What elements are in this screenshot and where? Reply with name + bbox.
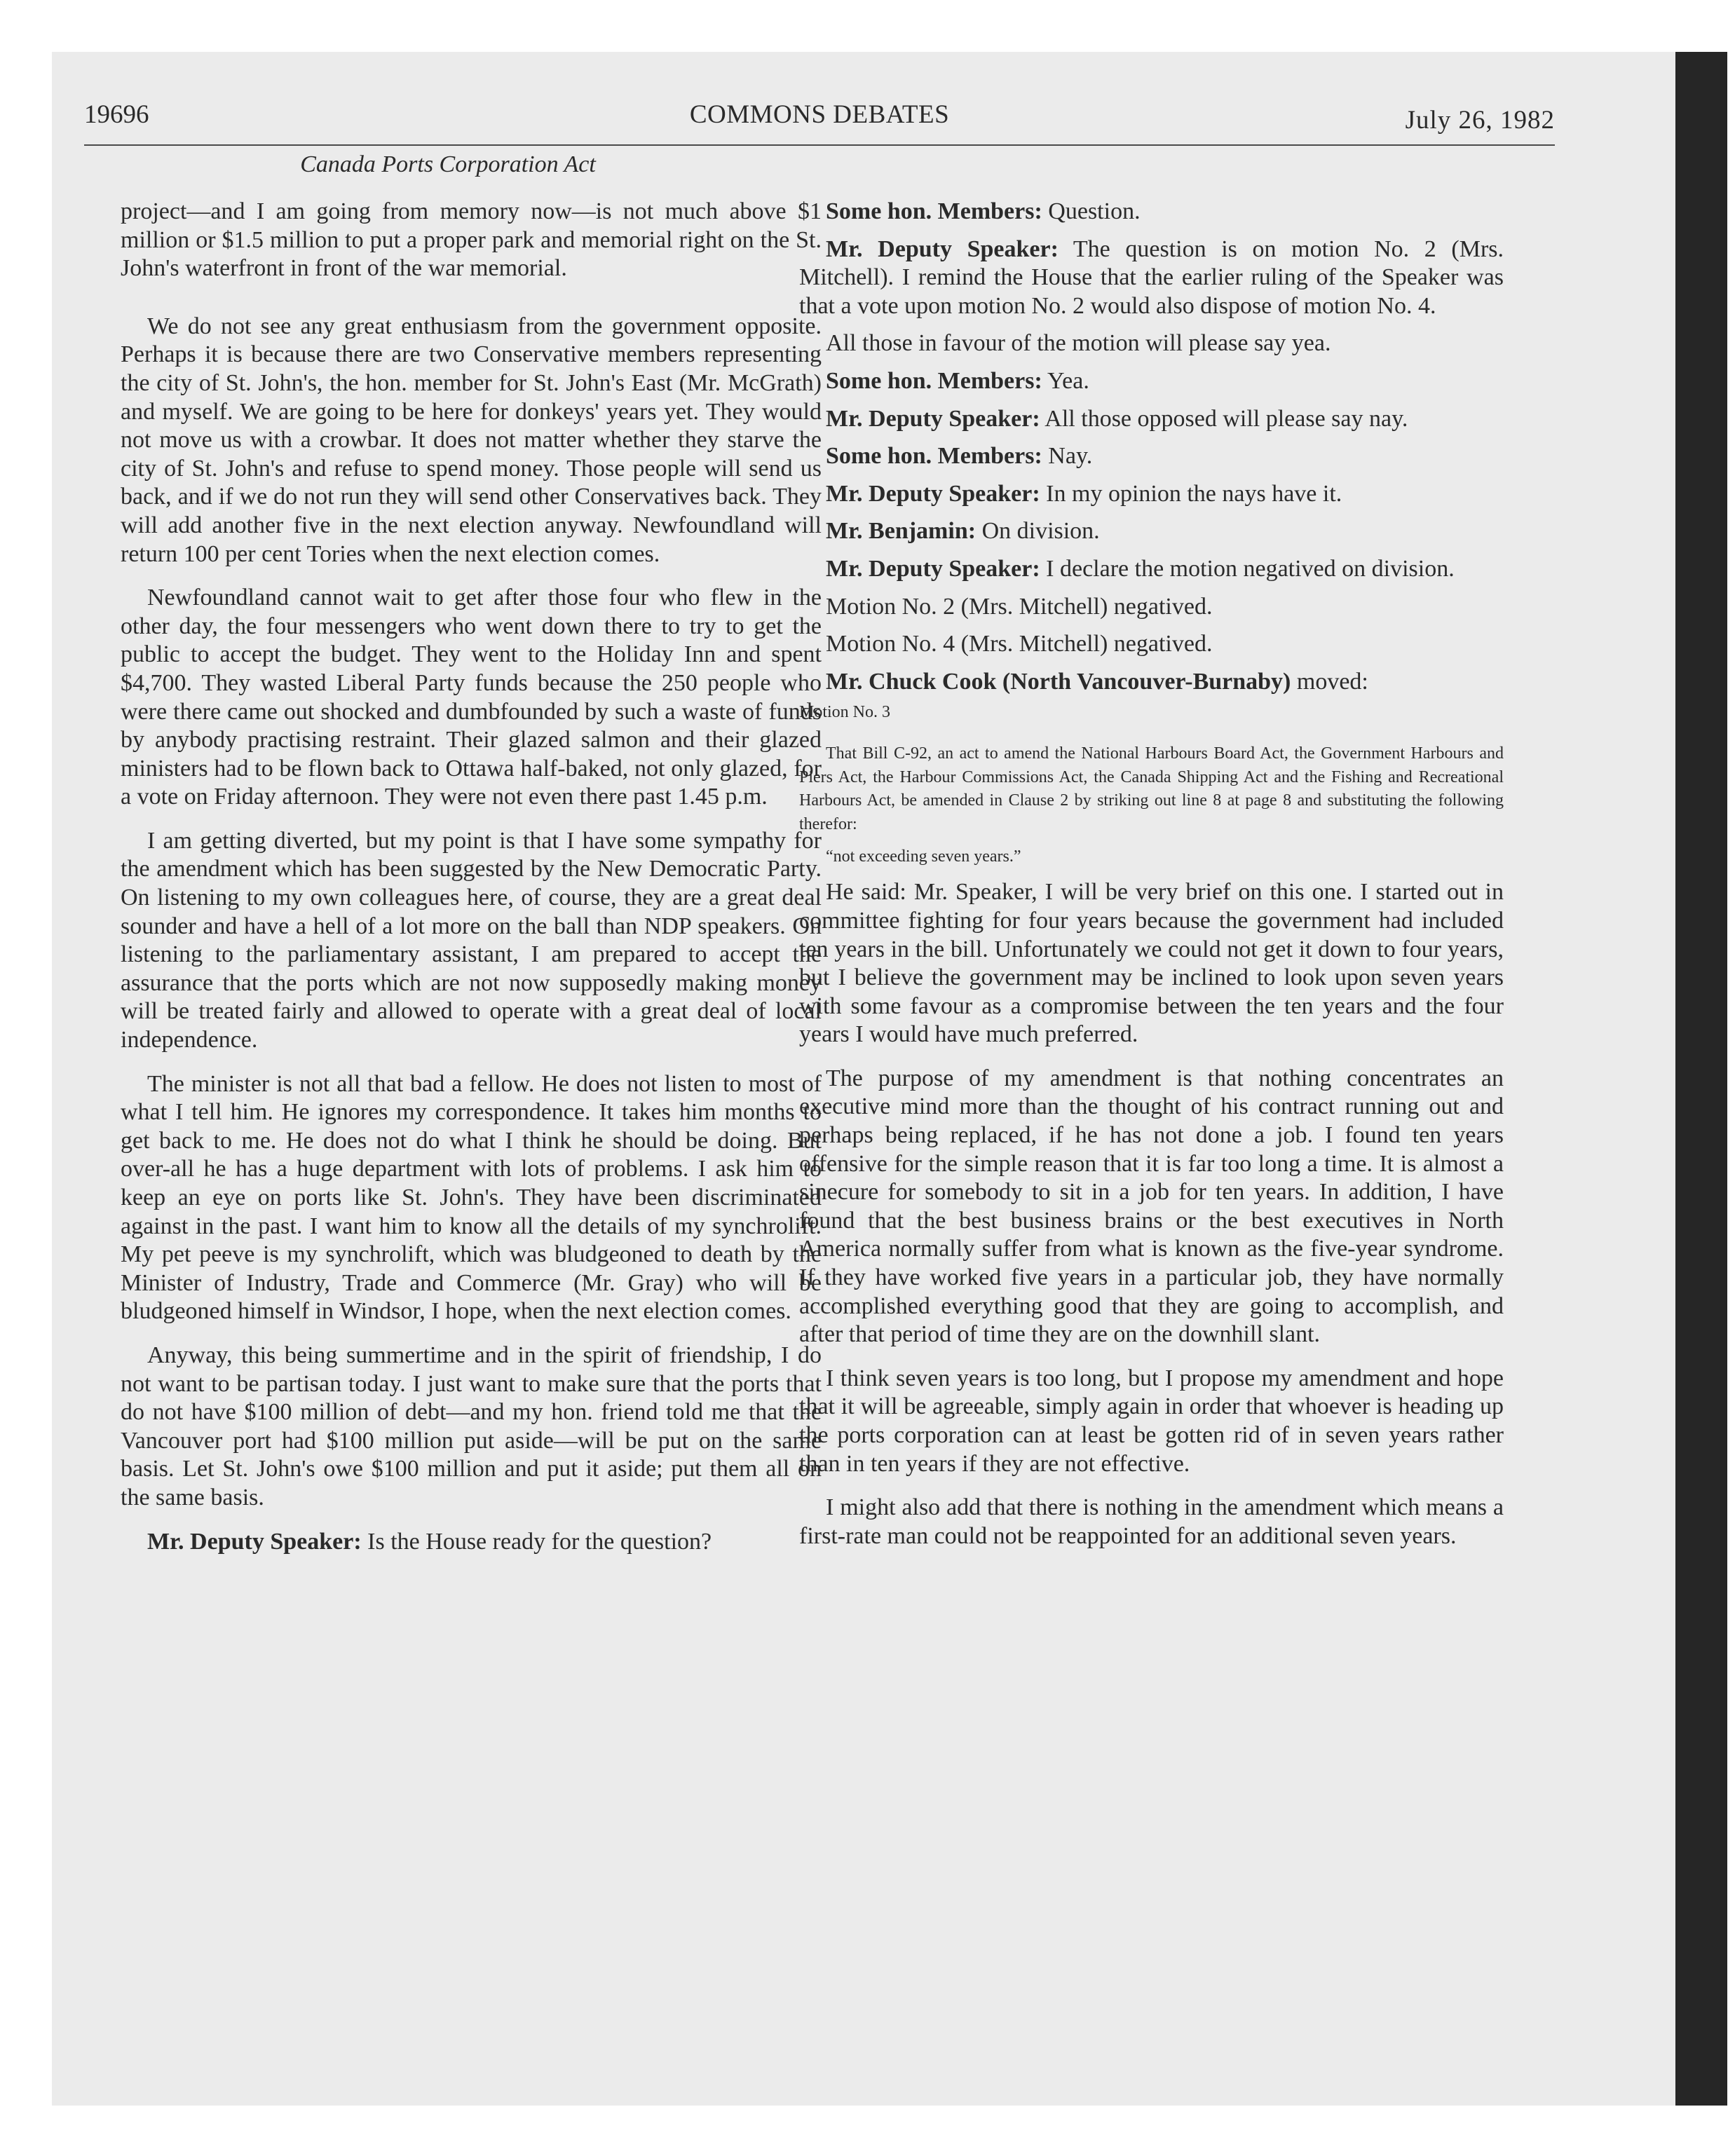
speaker-name: Mr. Deputy Speaker:	[826, 555, 1040, 582]
header-rule	[84, 144, 1555, 146]
speech-text: All those opposed will please say nay.	[1040, 405, 1408, 432]
speech-paragraph	[799, 236, 1504, 321]
paragraph: I am getting diverted, but my point is that I have some sympathy for the amendment which has been suggested by the New Democratic Party. On listening to my own colleagues here, of course, they are a great deal sounder and have a hell of a lot more on the ball than NDP speakers. On listening to the parliamentary assistant, I am prepared to accept the assurance that the ports which are not now supposedly making money will be treated fairly and allowed to operate with a great deal of local independence.	[121, 827, 822, 1053]
speech-paragraph	[121, 1528, 822, 1557]
motion-quote: “not exceeding seven years.”	[826, 847, 1021, 866]
left-column	[121, 198, 822, 1571]
page-header	[84, 100, 1555, 140]
paragraph: He said: Mr. Speaker, I will be very brief on this one. I started out in committee fighting for four years because the government had included ten years in the bill. Unfortunately we could not get it down to four years, but I believe the government may be inclined to look upon seven years with some favour as a compromise between the ten years and the four years I would have much preferred.	[799, 879, 1504, 1048]
section-heading: Canada Ports Corporation Act	[300, 151, 596, 177]
motion-label: Motion No. 3	[799, 703, 891, 722]
speaker-name: Mr. Benjamin:	[826, 518, 977, 545]
page-number: 19696	[84, 100, 149, 129]
page-date: July 26, 1982	[1405, 106, 1555, 135]
paragraph: All those in favour of the motion will please say yea.	[826, 330, 1331, 357]
speaker-name: Some hon. Members:	[826, 198, 1042, 224]
speech-paragraph	[799, 405, 1504, 434]
paragraph: project—and I am going from memory now—is not much above $1 million or $1.5 million to put a proper park and memorial right on the St. John's waterfront in front of the war memorial.	[121, 198, 822, 282]
paragraph: Newfoundland cannot wait to get after those four who flew in the other day, the four messengers who went down there to try to get the public to accept the budget. They went to the Holiday Inn and spent $4,700. They wasted Liberal Party funds because the 250 people who were there came out shocked and dumbfounded by such a waste of funds by anybody practising restraint. Their glazed salmon and their glazed ministers had to be flown back to Ottawa half-baked, not only glazed, for a vote on Friday afternoon. They were not even there past 1.45 p.m.	[121, 585, 822, 810]
speaker-name: Mr. Deputy Speaker:	[826, 480, 1040, 507]
speaker-name: Mr. Chuck Cook (North Vancouver-Burnaby)	[826, 668, 1291, 695]
paragraph: I might also add that there is nothing in the amendment which means a first-rate man could not be reappointed for an additional seven years.	[799, 1494, 1504, 1549]
speech-text: In my opinion the nays have it.	[1040, 480, 1342, 507]
speech-text: Is the House ready for the question?	[361, 1528, 712, 1555]
paragraph: I think seven years is too long, but I propose my amendment and hope that it will be agreeable, simply again in order that whoever is heading up the ports corporation can at least be gotten rid of in seven years rather than in ten years if they are not effective.	[799, 1365, 1504, 1477]
paragraph: Motion No. 2 (Mrs. Mitchell) negatived.	[826, 593, 1213, 620]
paragraph: We do not see any great enthusiasm from the government opposite. Perhaps it is because there are two Conservative members representing the city of St. John's, the hon. member for St. John's East (Mr. McGrath) and myself. We are going to be here for donkeys' years yet. They would not move us with a crowbar. It does not matter whether they starve the city of St. John's and refuse to spend money. Those people will send us back, and if we do not run they will send other Conservatives back. They will add another five in the next election anyway. Newfoundland will return 100 per cent Tories when the next election comes.	[121, 313, 822, 567]
paragraph: Motion No. 4 (Mrs. Mitchell) negatived.	[826, 631, 1213, 657]
speech-paragraph	[799, 480, 1504, 509]
paragraph: The minister is not all that bad a fellow. He does not listen to most of what I tell him. He ignores my correspondence. It takes him months to get back to me. He does not do what I think he should be doing. But over-all he has a huge department with lots of problems. I ask him to keep an eye on ports like St. John's. They have been discriminated against in the past. I want him to know all the details of my synchrolift. My pet peeve is my synchrolift, which was bludgeoned to death by the Minister of Industry, Trade and Commerce (Mr. Gray) who will be bludgeoned himself in Windsor, I hope, when the next election comes.	[121, 1070, 822, 1325]
speech-text: moved:	[1291, 668, 1368, 695]
paragraph: The purpose of my amendment is that nothing concentrates an executive mind more than the thought of his contract running out and perhaps being replaced, if he has not done a job. I found ten years offensive for the simple reason that it is far too long a time. It is almost a sinecure for somebody to sit in a job for ten years. In addition, I have found that the best business brains or the best executives in North America normally suffer from what is known as the five-year syndrome. If they have worked five years in a particular job, they have normally accomplished everything good that they are going to accomplish, and after that period of time they are on the downhill slant.	[799, 1065, 1504, 1348]
speaker-name: Some hon. Members:	[826, 443, 1042, 470]
speech-text: The question is on motion No. 2 (Mrs. Mitchell). I remind the House that the earlier ruling of the Speaker was that a vote upon motion No. 2 would also dispose of motion No. 4.	[799, 236, 1504, 319]
speech-text: Yea.	[1042, 367, 1089, 394]
speech-text: On division.	[976, 518, 1100, 545]
scan-edge-shadow	[1675, 52, 1727, 2106]
paragraph: Anyway, this being summertime and in the spirit of friendship, I do not want to be partisan today. I just want to make sure that the ports that do not have $100 million of debt—and my hon. friend told me that the Vancouver port had $100 million put aside—will be put on the same basis. Let St. John's owe $100 million and put it aside; put them all on the same basis.	[121, 1342, 822, 1510]
speech-text: Nay.	[1042, 443, 1093, 470]
publication-title: COMMONS DEBATES	[689, 100, 950, 129]
speech-paragraph	[799, 517, 1504, 546]
motion-text: That Bill C-92, an act to amend the National Harbours Board Act, the Government Harbours and Piers Act, the Harbour Commissions Act, the Canada Shipping Act and the Fishing and Recreational Harbours Act, be amended in Clause 2 by striking out line 8 at page 8 and substituting the following therefor:	[799, 744, 1504, 833]
speech-paragraph	[799, 198, 1504, 226]
speaker-name: Mr. Deputy Speaker:	[826, 405, 1040, 432]
speech-text: Question.	[1042, 198, 1141, 224]
speech-paragraph	[799, 442, 1504, 471]
speaker-name: Some hon. Members:	[826, 367, 1042, 394]
speech-paragraph	[799, 367, 1504, 396]
right-column	[799, 198, 1504, 1566]
speaker-name: Mr. Deputy Speaker:	[826, 236, 1059, 262]
speech-text: I declare the motion negatived on division.	[1040, 555, 1455, 582]
speech-paragraph	[799, 668, 1504, 697]
speech-paragraph	[799, 555, 1504, 584]
speaker-name: Mr. Deputy Speaker:	[147, 1528, 362, 1555]
